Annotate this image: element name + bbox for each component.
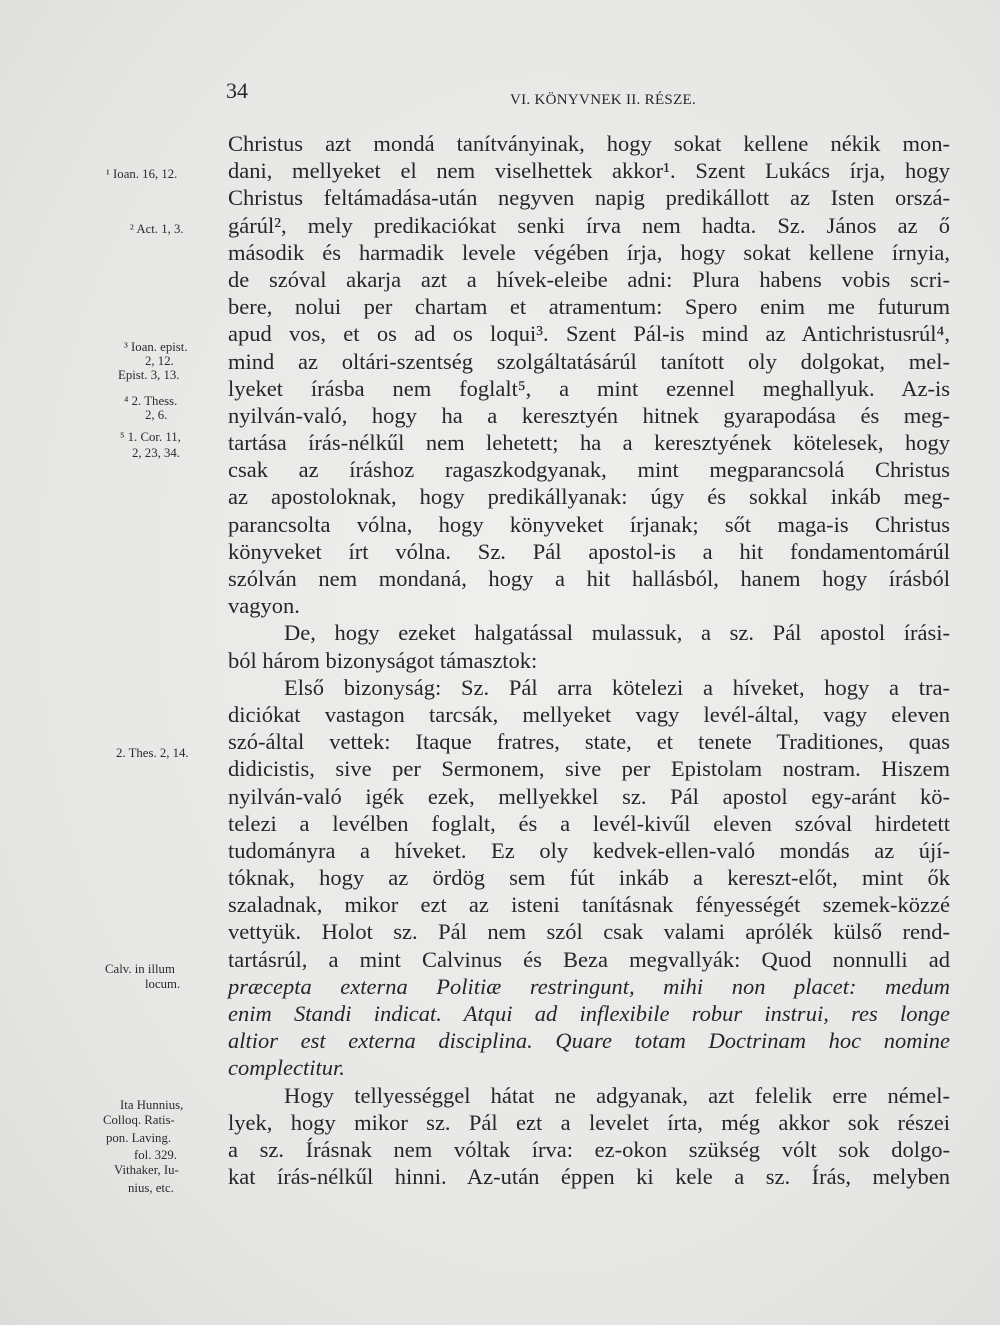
text-line: De, hogy ezeket halgatással mulassuk, a sz. Pál apostol írási- [284, 620, 950, 646]
text-line: vettyük. Holot sz. Pál nem szól csak valami aprólék külső rend- [228, 919, 950, 945]
text-line: tóknak, hogy az ördög sem fút inkáb a kereszt-előt, mint ők [228, 865, 950, 891]
text-line: Christus azt mondá tanítványinak, hogy sokat kellene nékik mon- [228, 131, 950, 156]
text-line: Christus feltámadása-után negyven napig predikállott az Isten orszá- [228, 185, 950, 211]
text-line: könyveket írt vólna. Sz. Pál apostol-is a hit fondamentomárúl [228, 538, 950, 564]
margin-note: fol. 329. [134, 1148, 178, 1162]
margin-note: Ita Hunnius, [120, 1098, 184, 1112]
margin-note: Epist. 3, 13. [118, 368, 180, 382]
text-line: szó-által vettek: Itaque fratres, state, et tenete Traditiones, quas [228, 729, 950, 755]
margin-note: pon. Laving. [106, 1131, 172, 1145]
margin-note: nius, etc. [128, 1181, 174, 1195]
margin-note: 2, 23, 34. [132, 446, 180, 460]
text-line: nyilván-való, hogy ha a keresztyén hitnek gyarapodása és meg- [228, 402, 950, 428]
text-line: ból három bizonyságot támasztok: [228, 647, 538, 673]
margin-note: ⁴ 2. Thess. [124, 394, 178, 408]
margin-note: ¹ Ioan. 16, 12. [106, 167, 178, 181]
text-line: szaladnak, mikor ezt az isteni tanításnak fényességét szemek-közzé [228, 892, 950, 918]
text-line: dani, mellyeket el nem viselhettek akkor¹. Szent Lukács írja, hogy [228, 158, 950, 184]
text-line: a sz. Írásnak nem vóltak írva: ez-okon szükség vólt sok dolgo- [228, 1136, 950, 1162]
text-line: de szóval akarja azt a hívek-eleibe adni: Plura habens vobis scri- [228, 266, 950, 292]
text-line: didicistis, sive per Sermonem, sive per Epistolam nostram. Hiszem [228, 756, 950, 782]
margin-note: 2, 12. [145, 354, 174, 368]
text-line: mind az oltári-szentség szolgáltatásárúl tanított oly dolgokat, mel- [228, 348, 950, 374]
text-line: az apostoloknak, hogy predikállyanak: úgy és sokkal inkáb meg- [228, 484, 950, 510]
text-line: lyek, hogy mikor sz. Pál ezt a levelet írta, még akkor sok részei [228, 1109, 950, 1135]
text-line: diciókat vastagon tarcsák, mellyeket vagy levél-által, vagy eleven [228, 701, 950, 727]
text-line: enim Standi indicat. Atqui ad inflexibile robur instrui, res longe [228, 1001, 950, 1026]
running-head: VI. KÖNYVNEK II. RÉSZE. [510, 92, 697, 108]
text-line: gárúl², mely predikaciókat senki írva nem hadta. Sz. János az ő [228, 212, 950, 238]
margin-note: ⁵ 1. Cor. 11, [120, 430, 181, 444]
body-text [228, 130, 950, 1190]
text-line: vagyon. [228, 593, 300, 619]
text-line: kat írás-nélkűl hinni. Az-után éppen ki kele a sz. Írás, melyben [228, 1164, 950, 1190]
text-line: tudományra a híveket. Ez oly kedvek-ellen-való mondás az újí- [228, 837, 950, 863]
text-line: Első bizonyság: Sz. Pál arra kötelezi a híveket, hogy a tra- [284, 674, 950, 700]
text-line: complectitur. [228, 1055, 345, 1081]
margin-notes [100, 0, 220, 1325]
margin-note: locum. [145, 977, 181, 991]
margin-note: Colloq. Ratis- [103, 1113, 175, 1127]
margin-note: Calv. in illum [105, 962, 175, 976]
text-line: második és harmadik levele végében írja, hogy sokat kellene írnyia, [228, 239, 950, 265]
text-line: csak az íráshoz ragaszkodgyanak, mint megparancsolá Christus [228, 457, 950, 483]
text-line: bere, nolui per chartam et atramentum: Spero enim me futurum [228, 294, 950, 320]
text-line: parancsolta vólna, hogy könyveket írjanak; sőt maga-is Christus [228, 511, 950, 537]
text-line: apud vos, et os ad os loqui³. Szent Pál-is mind az Antichristusrúl⁴, [228, 321, 950, 347]
text-line: nyilván-való igék ezek, mellyekkel sz. Pál apostol egy-aránt kö- [228, 783, 950, 809]
margin-note: Vithaker, Iu- [114, 1163, 179, 1177]
text-line: Hogy tellyességgel hátat ne adgyanak, azt felelik erre némel- [284, 1082, 950, 1108]
text-line: tartása írás-nélkűl nem lehetett; ha a keresztyének kötelesek, hogy [228, 430, 950, 456]
margin-note: ³ Ioan. epist. [124, 340, 188, 354]
margin-note: 2, 6. [145, 408, 168, 422]
margin-note: ² Act. 1, 3. [130, 222, 184, 236]
text-line: szólván nem mondaná, hogy a hit hallásból, hanem hogy írásból [228, 566, 950, 591]
text-line: lyeket írásba nem foglalt⁵, a mint ezennel meghallyuk. Az-is [228, 375, 950, 401]
text-line: altior est externa disciplina. Quare totam Doctrinam hoc nomine [228, 1028, 950, 1054]
margin-note: 2. Thes. 2, 14. [116, 746, 189, 760]
page-number: 34 [226, 78, 248, 103]
text-line: præcepta externa Politiæ restringunt, mihi non placet: medum [228, 973, 950, 999]
text-line: tartásrúl, a mint Calvinus és Beza megvallyák: Quod nonnulli ad [228, 946, 950, 972]
text-line: telezi a levélben foglalt, és a levél-kivűl eleven szóval hirdetett [228, 810, 950, 836]
